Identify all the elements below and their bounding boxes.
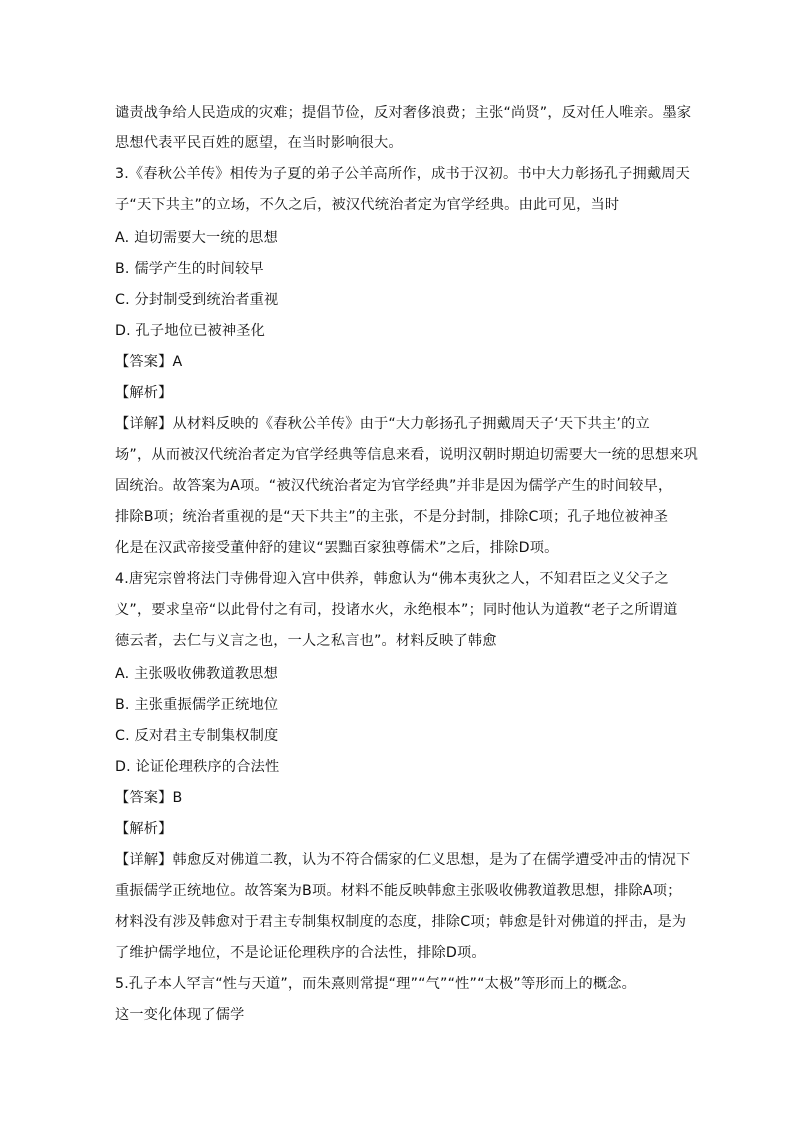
question-3-option-d: D. 孔子地位已被神圣化 — [115, 323, 266, 339]
question-3-option-b: B. 儒学产生的时间较早 — [115, 261, 264, 277]
question-4-stem: 德云者，去仁与义言之也，一人之私言也”。材料反映了韩愈 — [115, 633, 497, 649]
question-4-detail: 材料没有涉及韩愈对于君主专制集权制度的态度，排除C项；韩愈是针对佛道的抨击，是为 — [115, 914, 687, 930]
question-5-stem: 这一变化体现了儒学 — [115, 1007, 245, 1023]
question-4-option-d: D. 论证伦理秩序的合法性 — [115, 759, 280, 775]
question-4-stem: 义”，要求皇帝“以此骨付之有司，投诸水火，永绝根本”；同时他认为道教“老子之所谓道 — [115, 602, 678, 618]
question-4-detail: 【详解】韩愈反对佛道二教，认为不符合儒家的仁义思想，是为了在儒学遭受冲击的情况下 — [115, 852, 691, 868]
question-3-stem: 子“天下共主”的立场，不久之后，被汉代统治者定为官学经典。由此可见，当时 — [115, 197, 620, 213]
question-4-option-b: B. 主张重振儒学正统地位 — [115, 697, 279, 713]
intro-line: 谴责战争给人民造成的灾难；提倡节俭，反对奢侈浪费；主张“尚贤”，反对任人唯亲。墨家 — [115, 105, 692, 121]
question-4-stem: 4.唐宪宗曾将法门寺佛骨迎入宫中供养，韩愈认为“佛本夷狄之人，不知君臣之义父子之 — [115, 571, 669, 587]
question-3-detail: 场”，从而被汉代统治者定为官学经典等信息来看，说明汉朝时期迫切需要大一统的思想来巩 — [115, 447, 699, 463]
question-4-detail: 了维护儒学地位，不是论证伦理秩序的合法性，排除D项。 — [115, 945, 486, 961]
question-4-option-a: A. 主张吸收佛教道教思想 — [115, 666, 278, 682]
question-5-stem: 5.孔子本人罕言“性与天道”，而朱熹则常提“理”“气”“性”“太极”等形而上的概念。 — [115, 976, 637, 992]
question-3-stem: 3.《春秋公羊传》相传为子夏的弟子公羊高所作，成书于汉初。书中大力彰扬孔子拥戴周天 — [115, 166, 691, 182]
question-4-answer: 【答案】B — [115, 790, 183, 806]
question-3-analysis-label: 【解析】 — [115, 385, 173, 401]
question-4-option-c: C. 反对君主专制集权制度 — [115, 728, 279, 744]
question-3-detail: 排除B项；统治者重视的是“天下共主”的主张，不是分封制，排除C项；孔子地位被神圣 — [115, 509, 669, 525]
question-3-detail: 固统治。故答案为A项。“被汉代统治者定为官学经典”并非是因为儒学产生的时间较早， — [115, 478, 673, 494]
question-3-option-c: C. 分封制受到统治者重视 — [115, 292, 279, 308]
question-4-detail: 重振儒学正统地位。故答案为B项。材料不能反映韩愈主张吸收佛教道教思想，排除A项； — [115, 883, 682, 899]
question-3-option-a: A. 迫切需要大一统的思想 — [115, 230, 278, 246]
question-4-analysis-label: 【解析】 — [115, 821, 173, 837]
intro-line: 思想代表平民百姓的愿望，在当时影响很大。 — [115, 135, 403, 151]
question-3-answer: 【答案】A — [115, 354, 183, 370]
question-3-detail: 化是在汉武帝接受董仲舒的建议“罢黜百家独尊儒术”之后，排除D项。 — [115, 540, 559, 556]
question-3-detail: 【详解】从材料反映的《春秋公羊传》由于“大力彰扬孔子拥戴周天子‘天下共主’的立 — [115, 416, 650, 432]
